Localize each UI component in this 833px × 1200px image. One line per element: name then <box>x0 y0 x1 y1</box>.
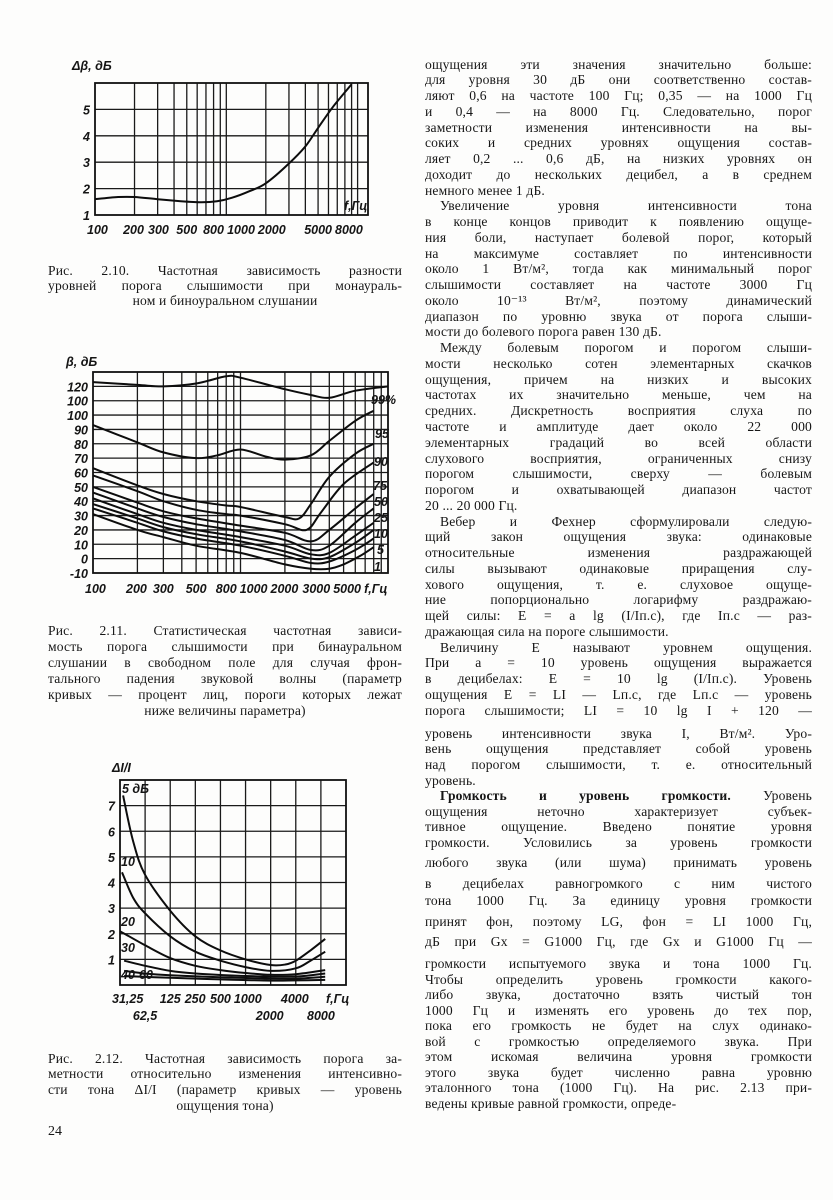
series-label: 30 <box>121 941 135 955</box>
body-text-line: любого звука (или шума) принимать уровень <box>425 854 812 870</box>
body-text-line: относительные изменения раздражающей <box>425 545 812 561</box>
body-text-line: на максимуме составляет по интенсивности <box>425 245 812 261</box>
y-tick-label: -10 <box>69 567 88 581</box>
page-number: 24 <box>48 1124 62 1139</box>
y-tick-label: 1 <box>108 953 115 968</box>
body-text-line: средних. Дискретность восприятия слуха по <box>425 403 812 419</box>
y-axis-title: Δβ, дБ <box>72 59 112 73</box>
body-text-line: уровень. <box>425 772 476 788</box>
x-tick-label: 2000 <box>257 223 286 237</box>
x-tick-label: 5000 <box>304 223 333 237</box>
body-text-line: соких и средних уровнях ощущения состав- <box>425 135 812 151</box>
series-label: 60 <box>139 968 153 982</box>
body-text-line: Чтобы определить уровень громкости какого- <box>425 971 812 987</box>
body-text-line: мости несколько сотен элементарных скачков <box>425 355 812 371</box>
figure-caption-line: Рис. 2.10. Частотная зависимость разности <box>48 262 402 278</box>
body-text-line: щий закон ощущения звука: одинаковые <box>425 529 812 545</box>
x-tick-label: 5000 <box>333 582 362 596</box>
y-tick-label: 4 <box>108 876 115 891</box>
series-line-40 <box>124 971 325 979</box>
series-label: 99% <box>371 393 397 407</box>
y-tick-label: 80 <box>74 437 88 452</box>
y-tick-label: 2 <box>108 927 115 942</box>
run-in-heading: Громкость и уровень громкости. <box>440 787 731 803</box>
y-tick-label: 5 <box>83 103 90 118</box>
body-text-line: над порогом слышимости, т. е. относительный <box>425 756 812 772</box>
series-label: 1 <box>374 560 381 574</box>
body-text-line: дражающая сила на пороге слышимости. <box>425 623 669 639</box>
body-text-line: громкости. Условились за уровень громкости <box>425 834 812 850</box>
body-text-line: элементарных градаций во всей области <box>425 434 812 450</box>
x-axis-title: f,Гц <box>364 582 388 596</box>
body-text-line: 1000 Гц и изменять его уровень до тех пор, <box>425 1002 812 1018</box>
body-text-line: ведены кривые равной громкости, опреде- <box>425 1095 677 1111</box>
y-tick-label: 50 <box>74 480 88 495</box>
body-text-line: ние попорционально логарифму раздражаю- <box>425 592 812 608</box>
y-tick-label: 3 <box>83 156 90 171</box>
x-tick-label: 2000 <box>270 582 299 596</box>
body-text-line: порогом слышимости, сверху — болевым <box>425 466 812 482</box>
body-text-line: около 10⁻¹³ Вт/м², поэтому динамический <box>425 292 812 308</box>
figure-caption-line: Рис. 2.12. Частотная зависимость порога за- <box>48 1050 402 1066</box>
body-text-line: частоте и амплитуде дает около 22 000 <box>425 418 812 434</box>
body-text-line: ощущения неточно характеризует субъек- <box>425 803 812 819</box>
y-tick-label: 60 <box>74 466 88 481</box>
y-tick-label: 20 <box>74 523 88 538</box>
x-tick-label: 100 <box>85 582 106 596</box>
body-text-line: вой с громкостью определяемого звука. При <box>425 1033 812 1049</box>
figure-caption-line: Рис. 2.11. Статистическая частотная зависи- <box>48 622 402 638</box>
series-line-20 <box>120 931 325 975</box>
series-line-unlabeled <box>95 84 352 202</box>
series-label: 25 <box>374 511 388 525</box>
series-label: 5 дБ <box>122 782 150 796</box>
plot-frame <box>120 780 346 985</box>
series-label: 50 <box>374 495 388 509</box>
body-text-line: для уровня 30 дБ они соответственно состав- <box>425 72 812 88</box>
figure-caption-line: уровней порога слышимости при монаураль- <box>48 277 402 293</box>
series-line-10 <box>93 504 374 559</box>
body-text-line: ния боли, наступает болевой порог, который <box>425 229 812 245</box>
body-text-line: либо звука, достаточно взять чистый тон <box>425 987 812 1002</box>
y-tick-label: 1 <box>83 209 90 223</box>
series-line-95 <box>93 444 374 520</box>
body-text-line: ощущения, причем на низких и высоких <box>425 371 812 387</box>
x-tick-label: 500 <box>210 992 231 1006</box>
x-tick-label: 100 <box>87 223 108 237</box>
y-tick-label: 100 <box>67 394 88 409</box>
x-tick-label: 8000 <box>307 1009 335 1023</box>
y-tick-label: 0 <box>81 552 88 567</box>
series-label: 20 <box>121 915 135 929</box>
figure-caption-line: метности относительно изменения интенсивно- <box>48 1066 402 1082</box>
series-label: 75 <box>373 479 387 493</box>
series-label: 90 <box>374 455 388 469</box>
body-text-line: и 0,4 — на 8000 Гц. Следовательно, порог <box>425 103 812 119</box>
x-tick-label: 8000 <box>335 223 363 237</box>
body-text-line: тивное ощущение. Введено понятие уровня <box>425 819 812 834</box>
series-label: 10 <box>374 527 388 541</box>
series-line-10 <box>122 872 325 971</box>
body-text-line: этого звука будет численно равна уровню <box>425 1064 812 1080</box>
x-tick-label: 800 <box>215 582 237 596</box>
x-tick-label: 3000 <box>302 582 331 596</box>
x-tick-label: 300 <box>148 223 169 237</box>
body-text-line: тона 1000 Гц. За единицу уровня громкости <box>425 892 812 908</box>
series-label: 40 <box>121 968 135 982</box>
x-axis-title: f,Гц <box>344 199 368 213</box>
body-text-line: ощущения E = LI — Lп.с, где Lп.с — уровень <box>425 686 812 702</box>
body-text-line: силы вызывают одинаковые приращения слу- <box>425 560 812 576</box>
body-text-line: этом искомая величина уровня громкости <box>425 1049 812 1064</box>
body-text-line: в конце концов приводит к появлению ощуще- <box>425 214 812 230</box>
body-text-line: Вебер и Фехнер сформулировали следую- <box>440 513 812 529</box>
body-text-line: ляет 0,2 ... 0,6 дБ, на низких уровнях он <box>425 151 812 167</box>
y-tick-label: 70 <box>74 452 88 467</box>
body-text-line: слухового восприятия, ограниченных снизу <box>425 450 812 466</box>
y-tick-label: 90 <box>74 423 88 438</box>
y-tick-label: 3 <box>108 902 115 917</box>
body-text-line: немного менее 1 дБ. <box>425 182 545 198</box>
figure-caption-line: ниже величины параметра) <box>144 702 306 718</box>
series-line-60 <box>124 976 325 981</box>
y-tick-label: 2 <box>83 182 90 197</box>
body-text-line: в децибелах: E = 10 lg (I/Iп.с). Уровень <box>425 671 812 687</box>
y-axis-title: ΔI/I <box>112 761 131 775</box>
body-text-line: пока его громкость не будет на слух одинако- <box>425 1018 812 1033</box>
body-text-line: Увеличение уровня интенсивности тона <box>440 198 812 214</box>
plot-frame <box>95 83 368 215</box>
series-line-50 <box>93 493 374 551</box>
x-tick-label: 800 <box>203 223 224 237</box>
y-tick-label: 4 <box>83 129 90 144</box>
figure-caption-line: сти тона ΔI/I (параметр кривых — уровень <box>48 1082 402 1098</box>
series-line-25 <box>93 498 374 555</box>
body-text-line: При a = 10 уровень ощущения выражается <box>425 655 812 671</box>
x-tick-label: 4000 <box>280 992 309 1006</box>
plot-frame <box>93 372 388 573</box>
series-line-5дБ <box>123 795 325 965</box>
figure-caption-line: ощущения тона) <box>176 1097 274 1113</box>
body-text-line: заметности изменения интенсивности на вы- <box>425 119 812 135</box>
body-text-line: Между болевым порогом и порогом слыши- <box>440 340 812 356</box>
body-text-line: порога слышимости; LI = 10 lg I + 120 — <box>425 702 812 718</box>
x-tick-label: 200 <box>126 582 147 596</box>
x-tick-label: 62,5 <box>132 1009 158 1023</box>
body-text-line: эталонного тона (1000 Гц). На рис. 2.13 при- <box>425 1080 812 1095</box>
body-text-line: щей силы: E = a lg (I/Iп.с), где Iп.с — раз- <box>425 608 812 624</box>
body-text-line: Величину E называют уровнем ощущения. <box>440 639 812 655</box>
body-text-line: вень ощущения представляет собой уровень <box>425 741 812 757</box>
body-text-line: диапазон по уровню звука от порога слыши- <box>425 308 812 324</box>
body-text-line: около 1 Вт/м², тогда как минимальный порог <box>425 261 812 277</box>
x-tick-label: 125 <box>159 992 181 1006</box>
y-tick-label: 30 <box>74 509 88 524</box>
body-text-line: уровень интенсивности звука I, Вт/м². Уро- <box>425 725 812 741</box>
series-line-5 <box>93 508 374 563</box>
series-label: 10 <box>121 855 135 869</box>
series-line-30 <box>124 961 325 977</box>
y-axis-title: β, дБ <box>66 355 98 369</box>
series-label: 95 <box>375 427 389 441</box>
x-tick-label: 250 <box>184 992 206 1006</box>
figure-caption-line: кривых — процент лиц, пороги которых лежат <box>48 686 402 702</box>
body-text-line: принят фон, поэтому LG, фон = LI 1000 Гц, <box>425 913 812 929</box>
series-line-unlabeled <box>93 376 388 398</box>
figure-caption-line: мость порога слышимости при бинауральном <box>48 638 402 654</box>
body-text-line: хового ощущения, т. е. слуховое ощуще- <box>425 576 812 592</box>
body-text-line: мости до болевого порога равен 130 дБ. <box>425 324 662 340</box>
figure-caption-line: тального падения звуковой волны (параметр <box>48 670 402 686</box>
series-line-75 <box>93 487 374 542</box>
series-line-1 <box>93 514 374 569</box>
y-tick-label: 10 <box>74 538 88 553</box>
y-tick-label: 40 <box>74 495 88 510</box>
body-text-line: дБ при Gx = G1000 Гц, где Gx и G1000 Гц — <box>425 933 812 949</box>
body-text-line: ляют 0,6 на частоте 100 Гц; 0,35 — на 1000 Гц <box>425 88 812 104</box>
body-text-line: слышимости составляет на частоте 3000 Гц <box>425 277 812 293</box>
body-text-line: порогом и охватывающей диапазон частот <box>425 482 812 498</box>
x-tick-label: 1000 <box>239 582 268 596</box>
y-tick-label: 7 <box>108 799 115 814</box>
x-tick-label: 31,25 <box>112 992 144 1006</box>
series-label: 5 <box>377 543 384 557</box>
text-run: Уровень <box>730 787 812 803</box>
x-tick-label: 1000 <box>227 223 255 237</box>
body-text-line: громкости испытуемого звука и тона 1000 Гц. <box>425 955 812 971</box>
figure-caption-line: ном и биноуральном слушании <box>132 292 318 308</box>
figure-caption-line: слушании в свободном поле для случая фрон- <box>48 654 402 670</box>
body-text-line: в децибелах равногромкого с ним чистого <box>425 875 812 891</box>
body-text-line: частотах их значительно меньше, чем на <box>425 387 812 403</box>
body-text-line: 20 ... 20 000 Гц. <box>425 497 518 513</box>
x-tick-label: 500 <box>176 223 198 237</box>
x-tick-label: 300 <box>152 582 174 596</box>
body-text-line: ощущения эти значения значительно больше: <box>425 56 812 72</box>
y-tick-label: 120 <box>67 380 88 395</box>
series-line-99 <box>93 411 374 460</box>
x-tick-label: 500 <box>185 582 207 596</box>
y-tick-label: 6 <box>108 825 115 840</box>
y-tick-label: 100 <box>67 409 88 424</box>
x-tick-label: 1000 <box>233 992 262 1006</box>
body-text-line: доходит до нескольких децибел, а в среднем <box>425 166 812 182</box>
y-tick-label: 5 <box>108 850 115 865</box>
x-axis-title: f,Гц <box>326 992 350 1006</box>
x-tick-label: 2000 <box>255 1009 284 1023</box>
body-text-line <box>440 788 812 803</box>
series-line-90 <box>93 462 374 530</box>
x-tick-label: 200 <box>123 223 144 237</box>
